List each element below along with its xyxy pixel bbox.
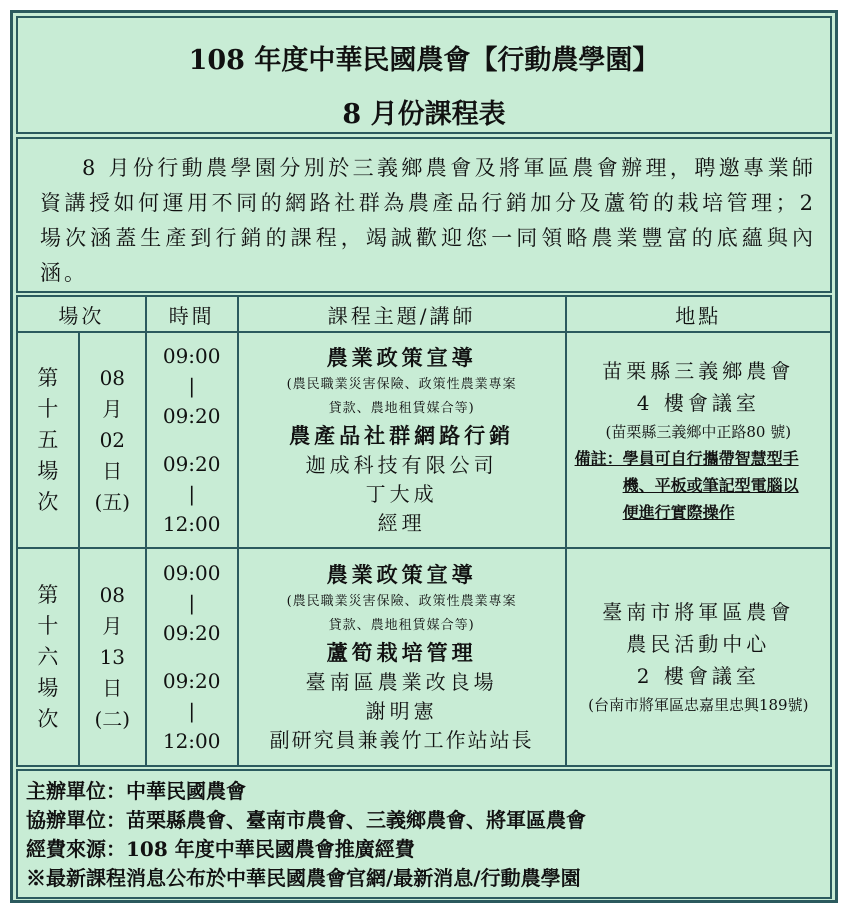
- page-subtitle: 8 月份課程表: [342, 99, 506, 130]
- session-char: 次: [37, 489, 59, 514]
- session-cell: [17, 332, 79, 548]
- organizer-line: 主辦單位：中華民國農會: [26, 779, 246, 803]
- title-box: [16, 16, 832, 134]
- date-part: 日: [102, 458, 123, 483]
- time-text: 12:00: [162, 512, 221, 536]
- date-part: 02: [99, 427, 126, 452]
- time-text: 12:00: [162, 729, 221, 753]
- time-text: 09:20: [162, 404, 221, 428]
- header-time: 時間: [146, 296, 238, 332]
- course-schedule-sheet: [10, 10, 838, 903]
- schedule-table: [16, 295, 832, 767]
- date-part: 月: [102, 396, 123, 421]
- intro-text: 8 月份行動農學園分別於三義鄉農會及將軍區農會辦理，聘邀專業師資講授如何運用不同的網路社群為農產品行銷加分及蘆筍的栽培管理；2 場次涵蓋生產到行銷的課程，竭誠歡迎您一同領略農業豐富的底蘊與內涵。: [40, 156, 816, 285]
- session-char: 六: [37, 644, 59, 669]
- note-line: 機、平板或筆記型電腦以: [622, 475, 799, 495]
- header-topic: 課程主題/講師: [238, 296, 566, 332]
- time-cell: [146, 548, 238, 766]
- session-char: 第: [37, 365, 59, 390]
- time-separator: |: [188, 699, 196, 723]
- page-title: 108 年度中華民國農會【行動農學園】: [188, 45, 660, 76]
- topic-title: 農業政策宣導: [326, 344, 477, 370]
- lecturer-org: 臺南區農業改良場: [305, 669, 498, 694]
- time-text: 09:20: [162, 621, 221, 645]
- date-part: 月: [102, 613, 123, 638]
- session-char: 五: [37, 427, 59, 452]
- lecturer-title: 副研究員兼義竹工作站站長: [269, 727, 534, 752]
- time-cell: [146, 332, 238, 548]
- topic-subtitle: (農民職業災害保險、政策性農業專案: [286, 593, 517, 609]
- venue-note: [567, 445, 830, 526]
- header-venue: 地點: [566, 296, 831, 332]
- date-part: 日: [102, 675, 123, 700]
- session-char: 十: [37, 613, 59, 638]
- venue-hall: 農民活動中心: [626, 632, 771, 656]
- date-part: 08: [99, 365, 126, 390]
- lecturer-name: 丁大成: [365, 481, 438, 506]
- table-header-row: [17, 296, 831, 332]
- session-char: 次: [37, 706, 59, 731]
- topic-cell: [238, 548, 566, 766]
- session-cell: [17, 548, 79, 766]
- funding-line: 經費來源：108 年度中華民國農會推廣經費: [26, 837, 415, 861]
- time-separator: |: [188, 482, 196, 506]
- time-text: 09:00: [162, 344, 221, 368]
- topic-title: 農業政策宣導: [326, 561, 477, 587]
- note-line: 備註：學員可自行攜帶智慧型手: [574, 448, 799, 468]
- note-line: 便進行實際操作: [622, 502, 735, 522]
- lecturer-title: 經理: [377, 510, 426, 535]
- session-char: 第: [37, 582, 59, 607]
- intro-box: [16, 137, 832, 293]
- venue-address: (苗栗縣三義鄉中正路80 號): [605, 422, 792, 441]
- topic-title: 農產品社群網路行銷: [289, 422, 515, 448]
- date-part: 13: [99, 644, 126, 669]
- date-cell: [79, 548, 146, 766]
- date-part: (五): [94, 489, 131, 514]
- time-text: 09:00: [162, 561, 221, 585]
- topic-subtitle: (農民職業災害保險、政策性農業專案: [286, 376, 517, 392]
- topic-title: 蘆筍栽培管理: [326, 639, 477, 665]
- table-row: [17, 332, 831, 548]
- session-char: 場: [37, 458, 59, 483]
- lecturer-org: 迦成科技有限公司: [305, 452, 498, 477]
- venue-name: 臺南市將軍區農會: [602, 600, 795, 624]
- footer-box: [16, 769, 832, 899]
- venue-cell: [566, 332, 831, 548]
- venue-cell: [566, 548, 831, 766]
- date-part: (二): [94, 706, 131, 731]
- venue-room: 2 樓會議室: [636, 664, 760, 688]
- time-text: 09:20: [162, 669, 221, 693]
- venue-name: 苗栗縣三義鄉農會: [602, 358, 795, 383]
- time-separator: |: [188, 591, 196, 615]
- time-separator: |: [188, 374, 196, 398]
- topic-subtitle: 貸款、農地租賃媒合等): [328, 400, 475, 416]
- header-session: 場次: [17, 296, 146, 332]
- table-row: [17, 548, 831, 766]
- topic-cell: [238, 332, 566, 548]
- topic-subtitle: 貸款、農地租賃媒合等): [328, 617, 475, 633]
- date-cell: [79, 332, 146, 548]
- venue-room: 4 樓會議室: [636, 390, 760, 415]
- news-line: ※最新課程消息公布於中華民國農會官網/最新消息/行動農學園: [26, 866, 581, 890]
- session-char: 十: [37, 396, 59, 421]
- lecturer-name: 謝明憲: [365, 698, 438, 723]
- time-text: 09:20: [162, 452, 221, 476]
- session-char: 場: [37, 675, 59, 700]
- co-organizer-line: 協辦單位：苗栗縣農會、臺南市農會、三義鄉農會、將軍區農會: [26, 808, 586, 832]
- venue-address: (台南市將軍區忠嘉里忠興189號): [588, 696, 809, 714]
- date-part: 08: [99, 582, 126, 607]
